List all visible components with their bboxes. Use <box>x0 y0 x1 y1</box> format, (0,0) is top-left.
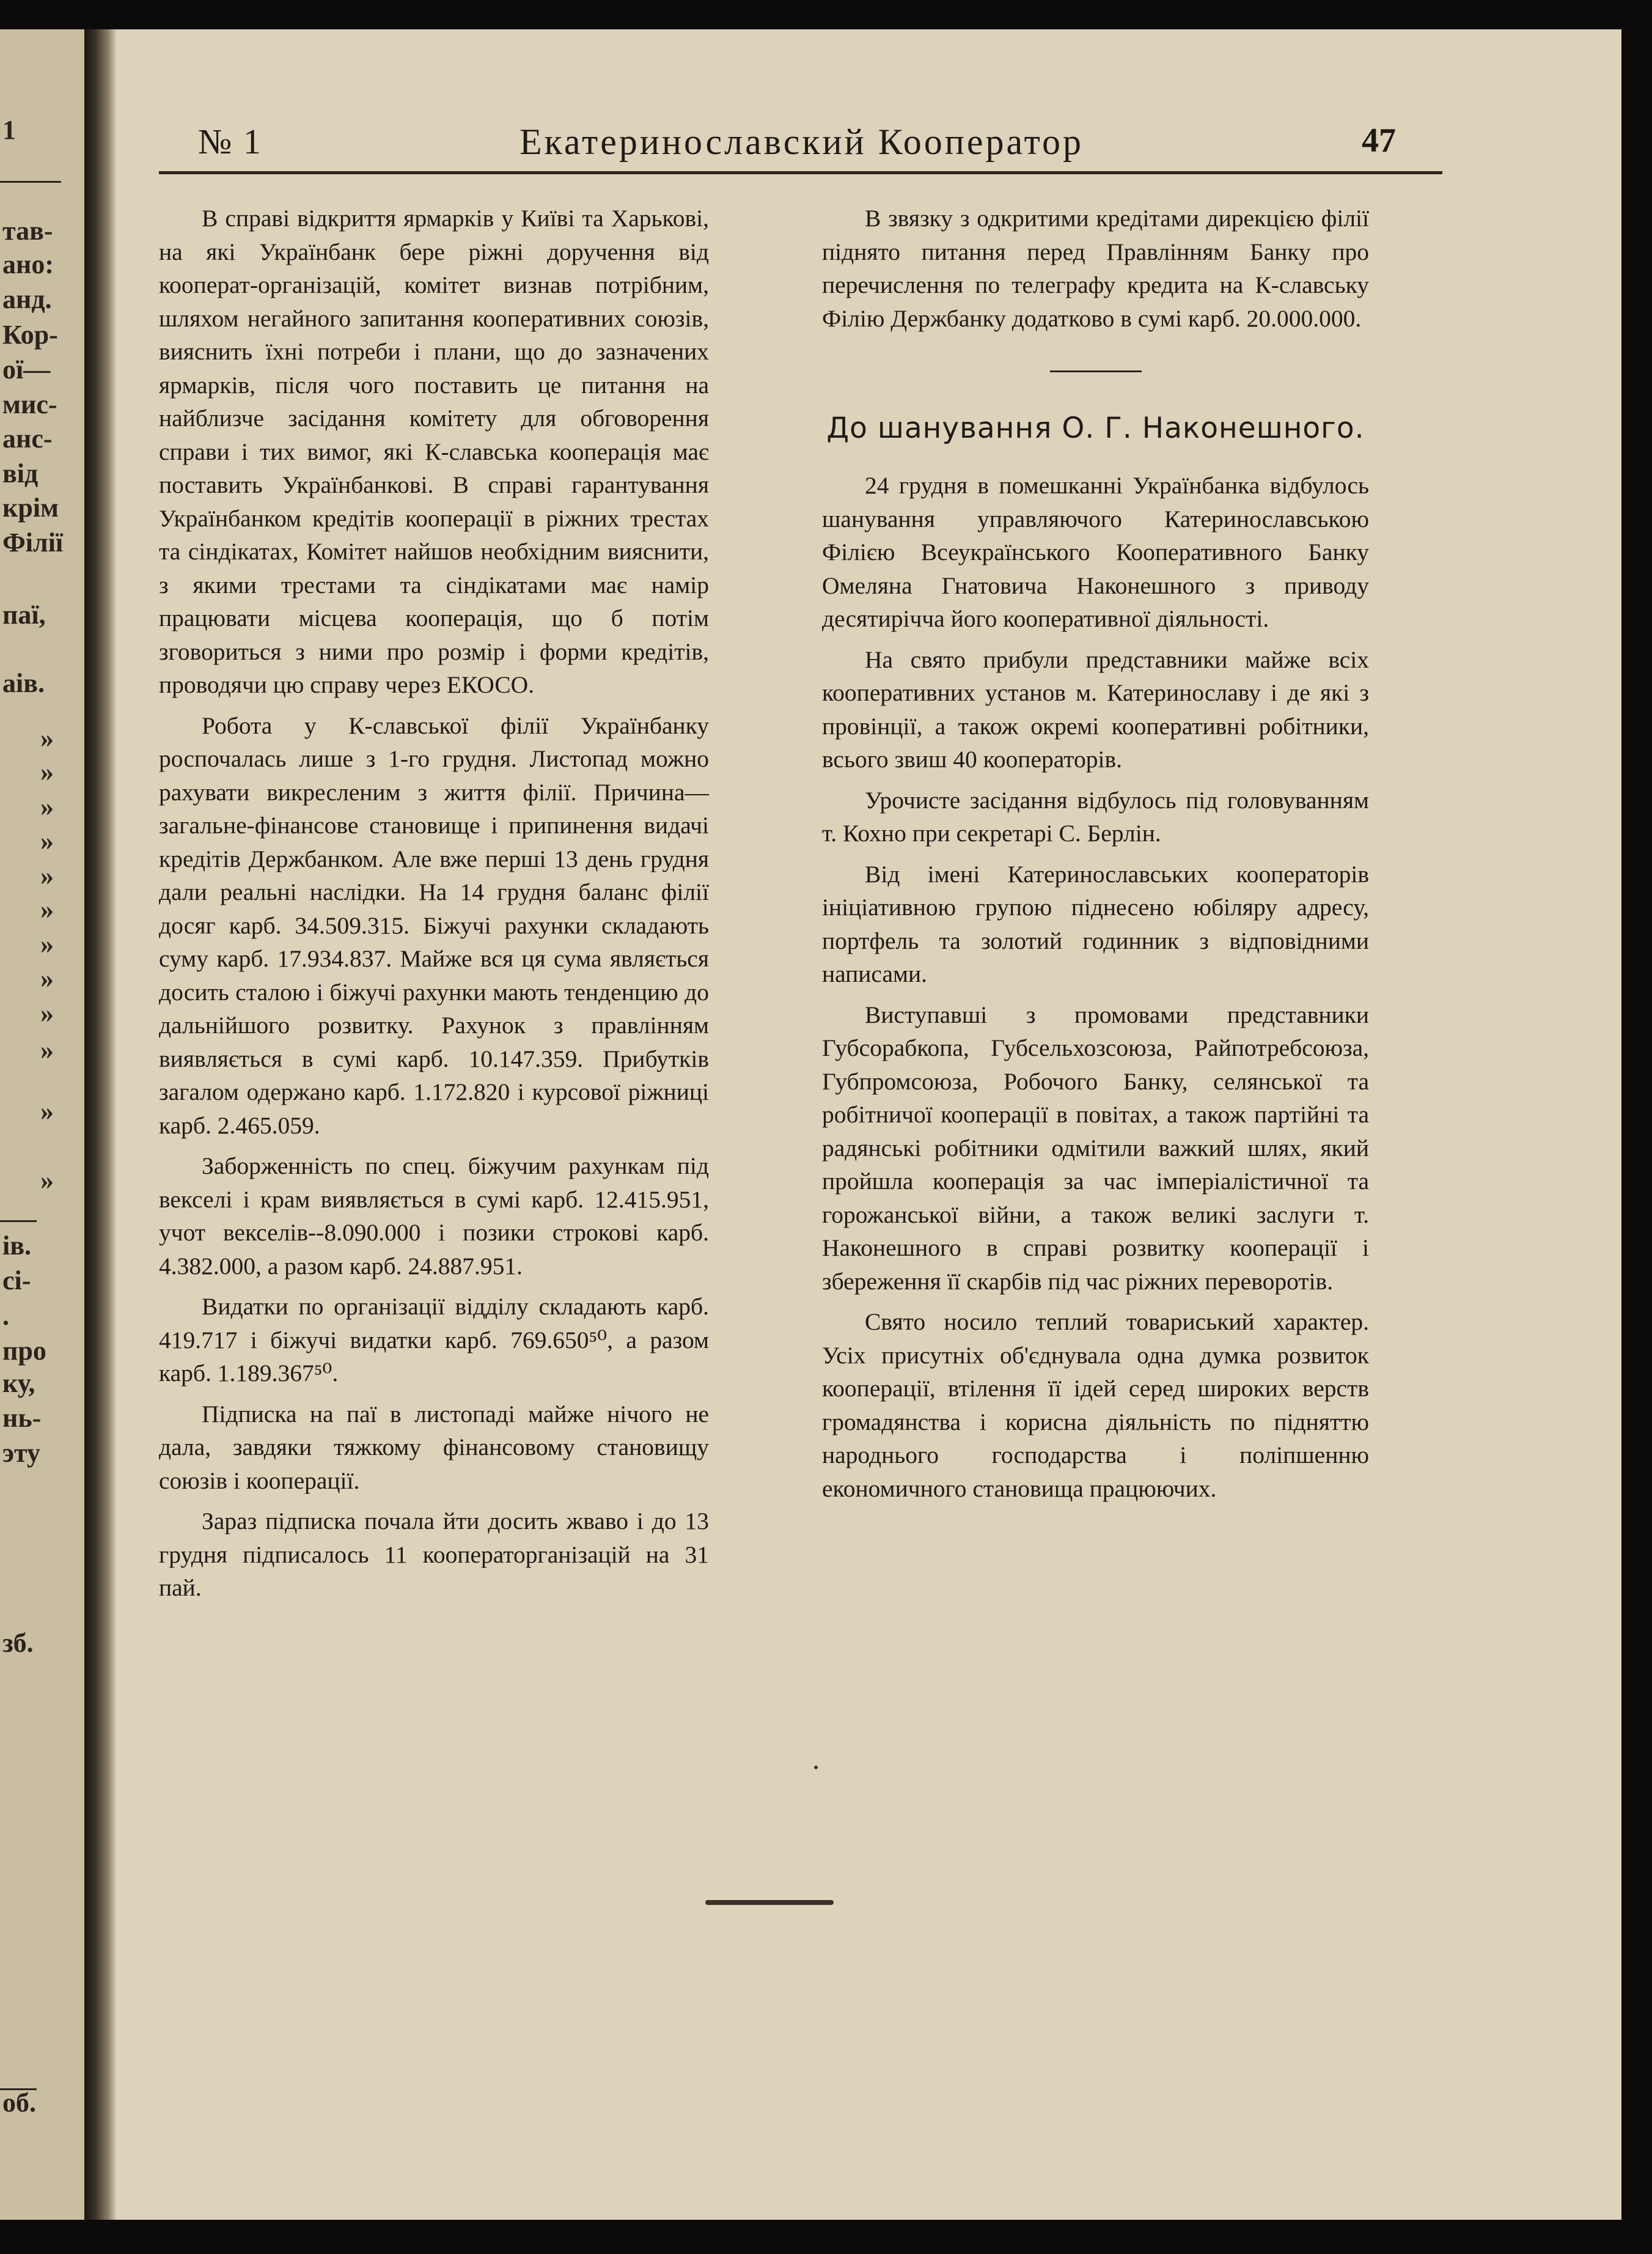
previous-page-text-fragment: » <box>40 998 54 1028</box>
previous-page-text-fragment: ої— <box>2 355 51 385</box>
paragraph: Підписка на паї в листопаді майже нічого не дала, завдяки тяжкому фінансовому становищу союзів і кооперації. <box>159 1400 709 1494</box>
previous-page-text-fragment: анд. <box>2 284 52 314</box>
previous-page-text-fragment: » <box>40 929 54 959</box>
issue-number: № 1 <box>198 122 262 161</box>
previous-page-text-fragment: Філії <box>2 528 64 558</box>
paragraph: Заборженність по спец. біжучим рахункам під векселі і крам виявляється в сумі карб. 12.415.951, учот векселів--8.090.000 і позики строкові карб. 4.382.000, а разом карб. 24.887.951. <box>159 1152 709 1280</box>
previous-page-text-fragment: зб. <box>2 1628 34 1658</box>
previous-page-text-fragment: ку, <box>2 1368 35 1398</box>
paragraph: Свято носило теплий товариський характер. Усіх присутніх об'єднувала одна думка розвиток кооперації, втілення її ідей серед широких верств громадянства і корисна діяльність по підняттю народнього господарства і поліпшенню економичного становища працюючих. <box>822 1308 1369 1502</box>
previous-page-text-fragment: мис- <box>2 389 57 419</box>
paragraph: На свято прибули представники майже всіх кооперативних установ м. Катеринославу і де які з провінції, а також окремі кооперативні робітники, всього звиш 40 кооператорів. <box>822 646 1369 773</box>
paragraph: В справі відкриття ярмарків у Київі та Харькові, на які Українбанк бере ріжні доручення від кооперат-організацій, комітет визнав потрібним, шляхом негайного запитання кооперативних союзів, вияснить їхні потреби і плани, що до зазначених ярмарків, після чого поставить це питання на найблизче засідання комітету для обговорення справи і тих вимог, які К-славська кооперація має поставить Українбанкові. В справі гарантування Українбанком кредітів кооперації в ріжних трестах та сіндікатах, Комітет найшов необхідним вияснити, з якими трестами та сіндікатами має намір працювати місцева кооперація, що б потім зговориться з ними про розмір і форми кредітів, проводячи цю справу через ЕКОСО. <box>159 205 709 698</box>
previous-page-text-fragment: » <box>40 826 54 856</box>
previous-page-text-fragment: ів. <box>2 1231 31 1261</box>
previous-page-text-fragment: » <box>40 1096 54 1126</box>
page-number: 47 <box>1362 122 1396 160</box>
paragraph: Робота у К-славської філії Українбанку роспочалась лише з 1-го грудня. Листопад можно рахувати викресленим з життя філії. Причина—загальне-фінансове становище і припинення видачі кредітів Держбанком. Але вже перші 13 день грудня дали реальні наслідки. На 14 грудня баланс філії досяг карб. 34.509.315. Біжучі рахунки складають суму карб. 17.934.837. Майже вся ця сума являється досить сталою і біжучі рахунки мають тенденцию до дальнійшого розвитку. Рахунок з правлінням виявляється в сумі карб. 10.147.359. Прибутків загалом одержано карб. 1.172.820 і курсової ріжниці карб. 2.465.059. <box>159 712 709 1139</box>
previous-page-text-fragment: » <box>40 861 54 891</box>
previous-page-text-fragment: паї, <box>2 600 46 630</box>
section-separator <box>1050 370 1142 372</box>
previous-page-header-rule <box>0 181 61 183</box>
left-column <box>159 202 709 1612</box>
previous-page-text-fragment: » <box>40 792 54 822</box>
previous-page-text-fragment: анс- <box>2 424 53 454</box>
previous-page-text-fragment: від <box>2 459 39 488</box>
previous-page-rule <box>0 1220 37 1222</box>
scan-border-bottom <box>0 2220 1652 2254</box>
previous-page-text-fragment: » <box>40 894 54 924</box>
previous-page-text-fragment: аів. <box>2 668 45 698</box>
previous-page-text-fragment: 1 <box>2 115 16 145</box>
previous-page-text-fragment: » <box>40 1035 54 1065</box>
paragraph: 24 грудня в помешканні Українбанка відбулось шанування управляючого Катеринославською Філією Всеукраїнського Кооперативного Банку Омеляна Гнатовича Наконешного з приводу десятирічча його кооперативної діяльності. <box>822 472 1369 632</box>
page <box>116 29 1621 2220</box>
previous-page-text-fragment: » <box>40 963 54 993</box>
paragraph: В звязку з одкритими кредітами дирекцією філії піднято питання перед Правлінням Банку про перечислення по телеграфу кредита на К-славську Філію Держбанку додатково в сумі карб. 20.000.000. <box>822 205 1369 332</box>
previous-page-text-fragment: Кор- <box>2 320 58 350</box>
previous-page-text-fragment: тав- <box>2 216 53 246</box>
previous-page-text-fragment: сі- <box>2 1265 31 1295</box>
previous-page-text-fragment: крім <box>2 493 59 523</box>
paragraph: Видатки по організації відділу складають карб. 419.717 і біжучі видатки карб. 769.650⁵⁰, а разом карб. 1.189.367⁵⁰. <box>159 1293 709 1387</box>
scan-border-right <box>1621 0 1652 2254</box>
previous-page-text-fragment: нь- <box>2 1403 42 1433</box>
previous-page-text-fragment: про <box>2 1336 46 1366</box>
previous-page-text-fragment: эту <box>2 1438 41 1468</box>
previous-page-text-fragment: . <box>2 1301 9 1331</box>
previous-page-text-fragment: » <box>40 757 54 787</box>
previous-page-edge <box>0 29 84 2220</box>
header-rule <box>159 171 1442 174</box>
article-title: До шанування О. Г. Наконешного. <box>826 411 1365 445</box>
paragraph: Зараз підписка почала йти досить жваво і до 13 грудня підписалось 11 кооператорганізацій на 31 пай. <box>159 1508 709 1601</box>
book-gutter <box>84 29 116 2220</box>
end-ornament <box>705 1900 834 1905</box>
previous-page-text-fragment: ано: <box>2 249 54 279</box>
paragraph: Урочисте засідання відбулось під головуванням т. Кохно при секретарі С. Берлін. <box>822 786 1369 847</box>
right-column <box>822 202 1369 1512</box>
previous-page-text-fragment: » <box>40 1165 54 1195</box>
paragraph: Виступавші з промовами представники Губсорабкопа, Губсельхозсоюза, Райпотребсоюза, Губпромсоюза, Робочого Банку, селянської та робітничої кооперації в повітах, а також партійні та радянські робітники одмітили важкий шлях, який пройшла кооперація за час імперіалістичної та горожанської війни, а також великі заслуги т. Наконешного в справі розвитку кооперації і збереження її скарбів під час ріжних переворотів. <box>822 1001 1369 1295</box>
previous-page-text-fragment: » <box>40 723 54 753</box>
journal-title: Екатеринославский Кооператор <box>519 122 1084 162</box>
paragraph: Від імені Катеринославських кооператорів ініціативною групою піднесено юбіляру адресу, портфель та золотий годинник з відповідними написами. <box>822 860 1369 987</box>
ink-speck <box>814 1766 818 1769</box>
scan-border-top <box>0 0 1652 29</box>
previous-page-text-fragment: об. <box>2 2088 36 2118</box>
